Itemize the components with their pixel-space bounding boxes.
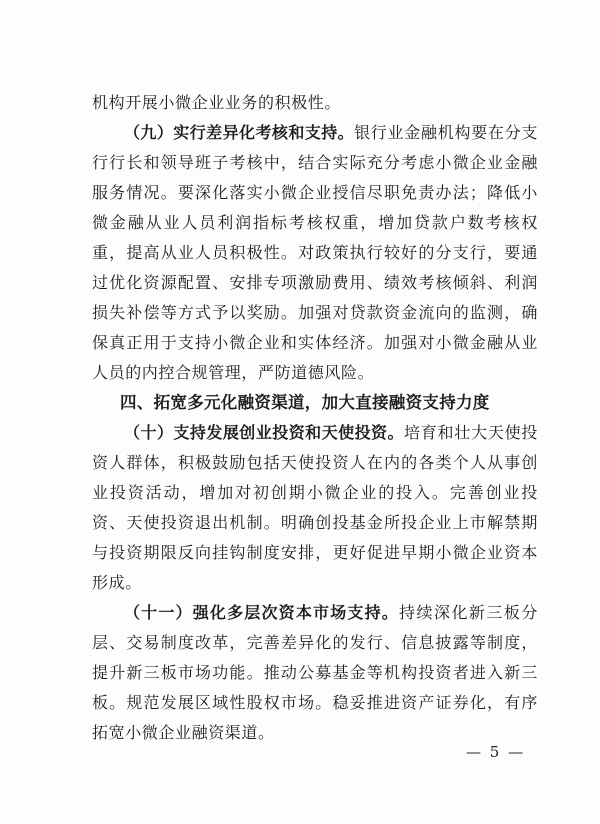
paragraph-text: 持续深化新三板分层、交易制度改革，完善差异化的发行、信息披露等制度，提升新三板市场功能。推动公募基金等机构投资者进入新三板。规范发展区域性股权市场。稳妥推进资产证券化，有序拓宽小微企业融资渠道。 (92, 603, 538, 742)
section-heading: 四、拓宽多元化融资渠道，加大直接融资支持力度 (120, 393, 490, 412)
paragraph-section-10 (92, 418, 538, 598)
paragraph-lead: （十一）强化多层次资本市场支持。 (124, 603, 399, 622)
page-number: — 5 — (466, 743, 526, 761)
paragraph-continuation (92, 88, 538, 118)
paragraph-section-11 (92, 598, 538, 748)
paragraph-section-9 (92, 118, 538, 388)
paragraph-lead: （十）支持发展创业投资和天使投资。 (124, 423, 404, 442)
paragraph-text: 培育和壮大天使投资人群体，积极鼓励包括天使投资人在内的各类个人从事创业投资活动，增加对初创期小微企业的投入。完善创业投资、天使投资退出机制。明确创投基金所投企业上市解禁期与投资期限反向挂钩制度安排，更好促进早期小微企业资本形成。 (92, 423, 538, 592)
paragraph-text: 机构开展小微企业业务的积极性。 (92, 93, 342, 112)
paragraph-text: 银行业金融机构要在分支行行长和领导班子考核中，结合实际充分考虑小微企业金融服务情况。要深化落实小微企业授信尽职免责办法；降低小微金融从业人员利润指标考核权重，增加贷款户数考核权重，提高从业人员积极性。对政策执行较好的分支行，要通过优化资源配置、安排专项激励费用、绩效考核倾斜、利润损失补偿等方式予以奖励。加强对贷款资金流向的监测，确保真正用于支持小微企业和实体经济。加强对小微金融从业人员的内控合规管理，严防道德风险。 (92, 123, 538, 382)
document-body (92, 88, 538, 748)
paragraph-lead: （九）实行差异化考核和支持。 (124, 123, 355, 142)
